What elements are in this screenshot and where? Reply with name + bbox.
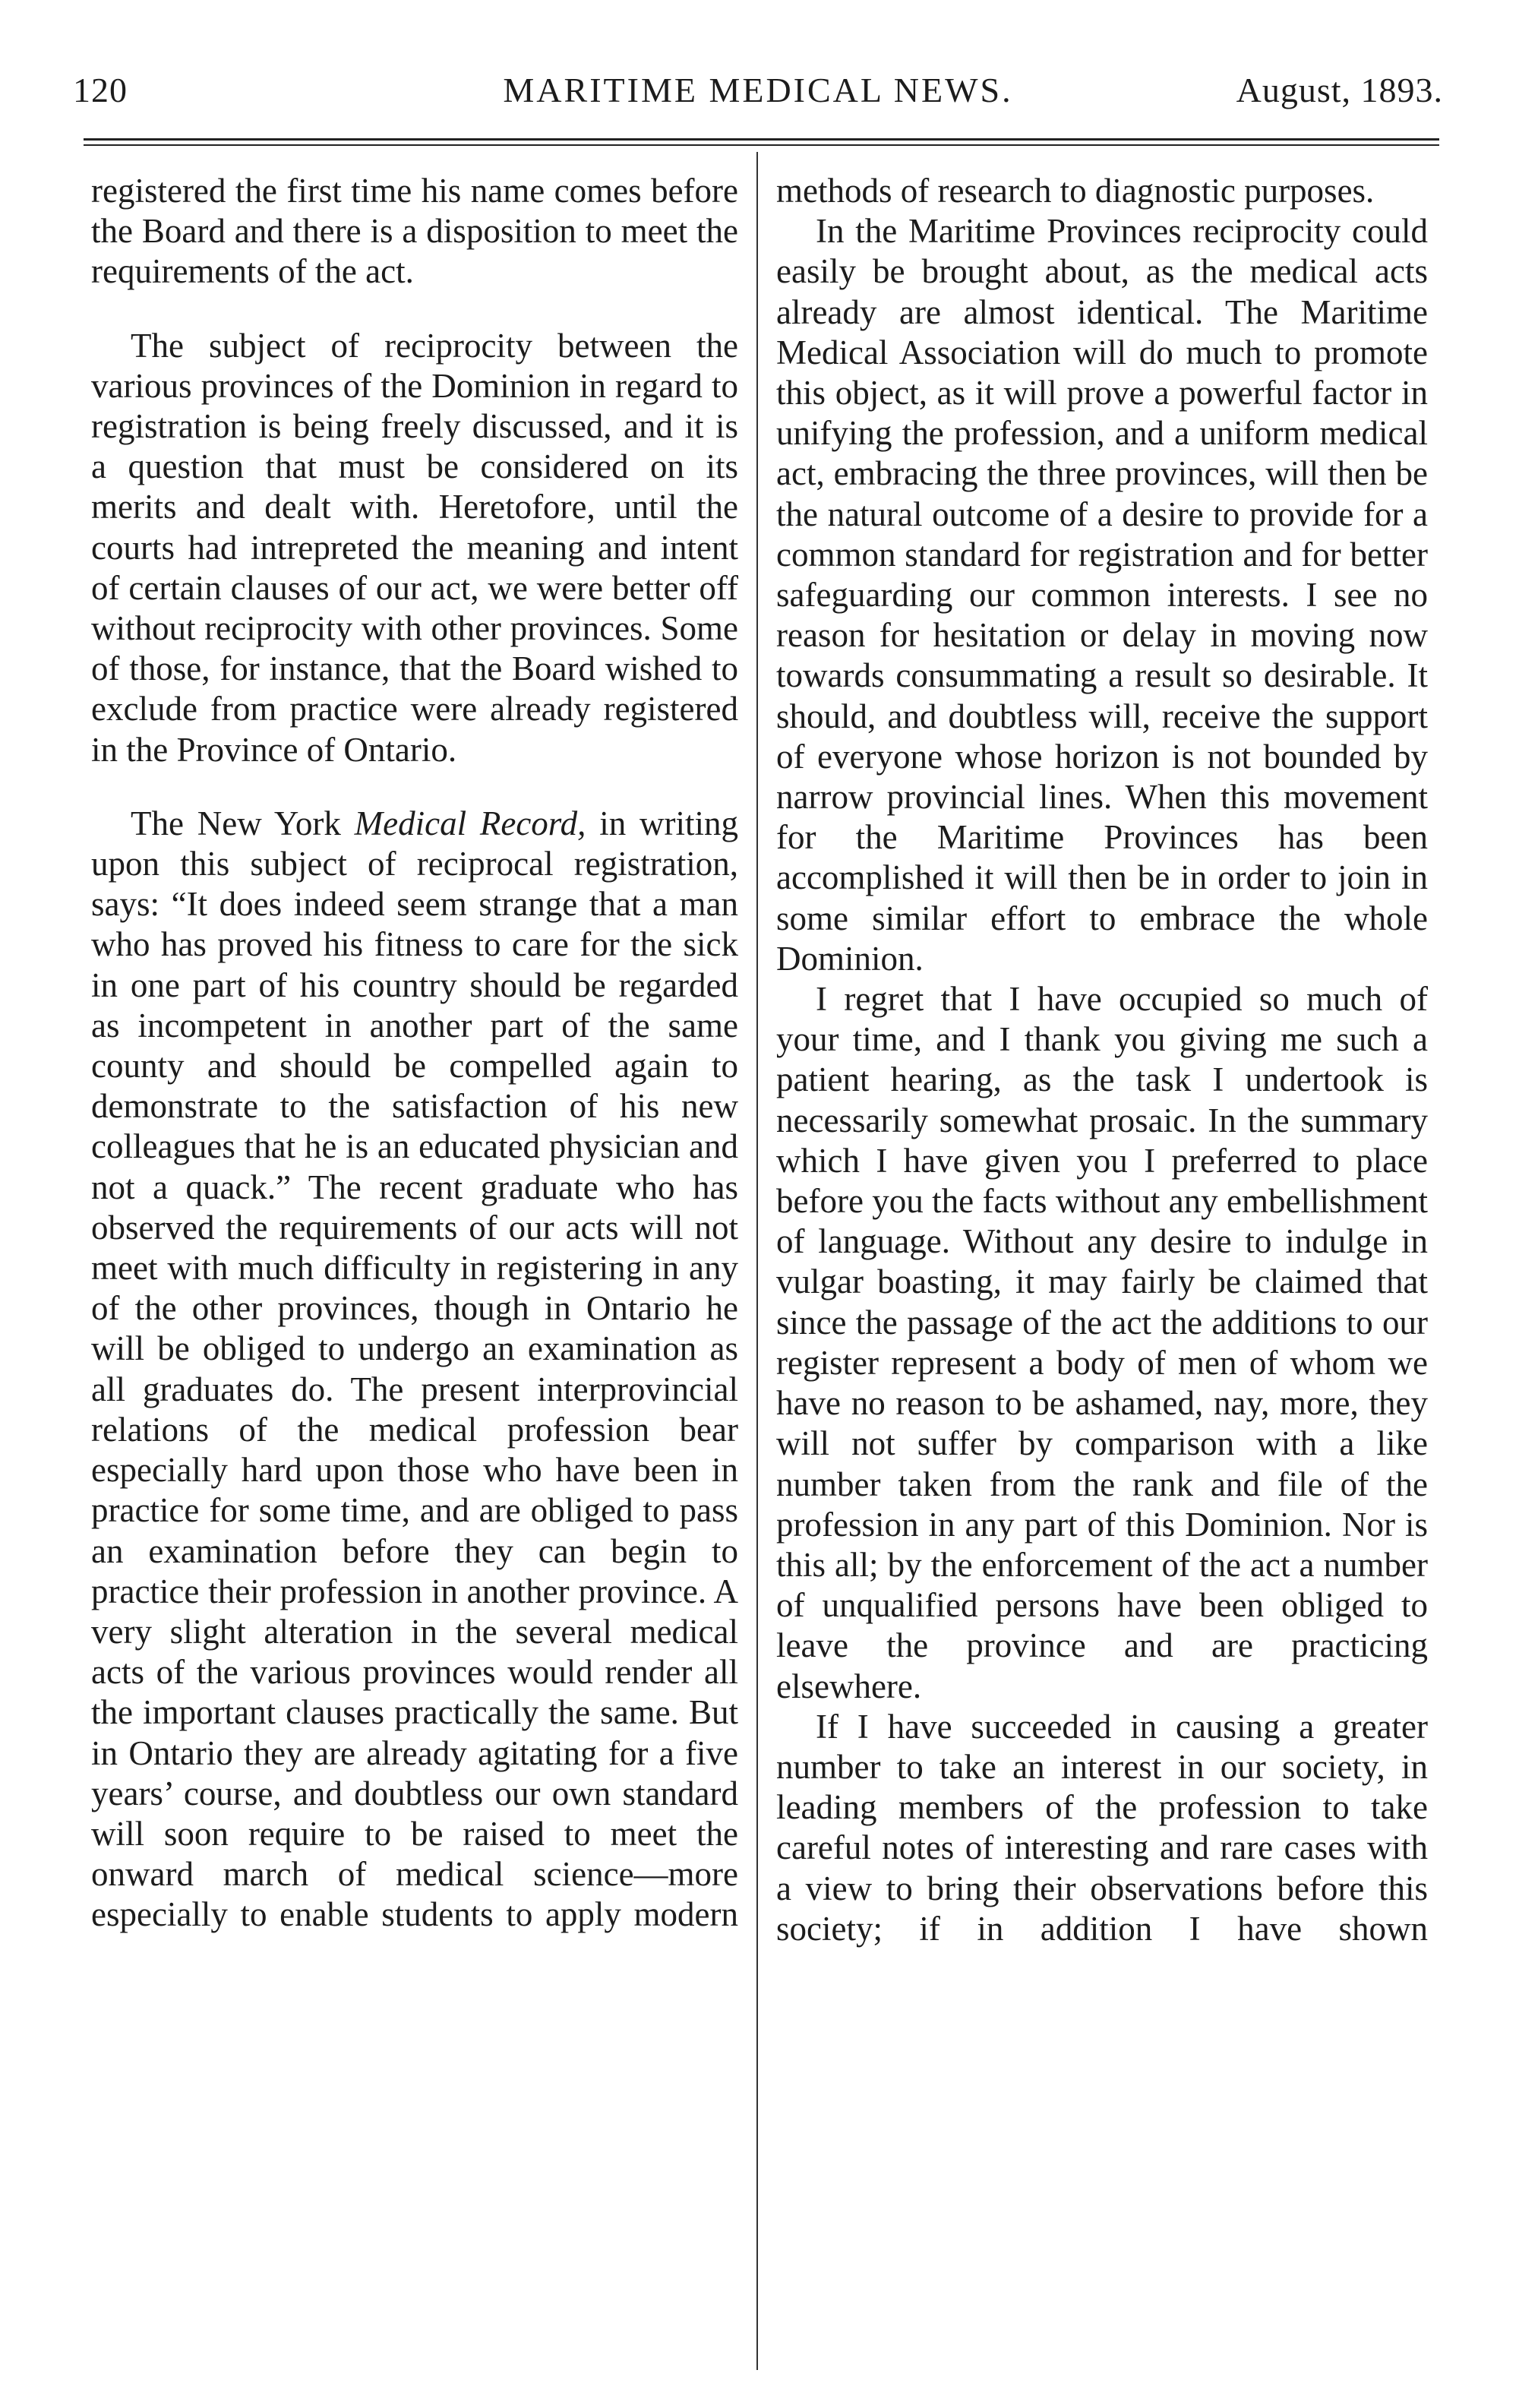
right-paragraph-3: I regret that I have occupied so much of your time, and I thank you giving me such a patient hearing, as the task I undertook is necessarily somewhat prosaic. In the summary which I have given you I preferred to place before you the facts without any embellishment of language. Without any desire to indulge in vulgar boasting, it may fairly be claimed that since the passage of the act the additions to our register represent a body of men of whom we have no reason to be ashamed, nay, more, they will not suffer by comparison with a like number taken from the rank and file of the profession in any part of this Dominion. Nor is this all; by the enforcement of the act a number of unqualified persons have been obliged to leave the province and are practicing elsewhere. xyxy=(776,980,1428,1705)
left-paragraph-3 xyxy=(91,804,738,1936)
right-paragraph-2: In the Maritime Provinces reciprocity could easily be brought about, as the medical acts already are almost identical. The Maritime Medical Association will do much to promote this object, as it will prove a powerful factor in unifying the profession, and a uniform medical act, embracing the three provinces, will then be the natural outcome of a desire to provide for a common standard for registration and for better safeguarding our common interests. I see no reason for hesitation or delay in moving now towards consummating a result so desirable. It should, and doubtless will, receive the support of everyone whose horizon is not bounded by narrow provincial lines. When this movement for the Maritime Provinces has been accomplished it will then be in order to join in some similar effort to embrace the whole Dominion. xyxy=(776,212,1428,978)
left-paragraph-2: The subject of reciprocity between the various provinces of the Dominion in regard to registration is being freely discussed, and it is a question that must be considered on its merits and dealt with. Heretofore, until the courts had intrepreted the meaning and intent of certain clauses of our act, we were better off without reciprocity with other provinces. Some of those, for instance, that the Board wished to exclude from practice were already registered in the Province of Ontario. xyxy=(91,326,738,769)
left-column xyxy=(91,171,738,1936)
right-column xyxy=(776,171,1428,1949)
left-paragraph-1: registered the first time his name comes before the Board and there is a disposition to meet the requirements of the act. xyxy=(91,172,738,291)
right-paragraph-4: If I have succeeded in causing a greater number to take an interest in our society, in leading members of the profession to take careful notes of interesting and rare cases with a view to bring their observations before this society; if in addition I have shown xyxy=(776,1707,1428,1948)
column-divider xyxy=(756,152,758,2370)
page-number: 120 xyxy=(73,71,128,109)
right-paragraph-1: methods of research to diagnostic purposes. xyxy=(776,172,1375,210)
journal-title: MARITIME MEDICAL NEWS. xyxy=(503,71,1013,109)
header-rule-thin xyxy=(84,144,1439,146)
left-paragraph-3-lead: The New York xyxy=(131,804,355,842)
left-paragraph-3-body: in writing upon this subject of reciprocal registration, says: “It does indeed seem strange that a man who has proved his fitness to care for the sick in one part of his country should be regarded as incompetent in another part of the same county and should be compelled again to demonstrate to the satisfaction of his new colleagues that he is an educated physician and not a quack.” The recent graduate who has observed the requirements of our acts will not meet with much difficulty in registering in any of the other provinces, though in Ontario he will be obliged to undergo an examination as all graduates do. The present interprovincial relations of the medical profession bear especially hard upon those who have been in practice for some time, and are obliged to pass an examination before they can begin to practice their profession in another province. A very slight alteration in the several medical acts of the various provinces would render all the important clauses practically the same. But in Ontario they are already agitating for a five years’ course, and doubtless our own standard will soon require to be raised to meet the onward march of medical science—more especially to enable students to apply modern xyxy=(91,804,738,1934)
header-rule xyxy=(84,138,1439,141)
page-header xyxy=(73,70,1443,119)
journal-citation: Medical Record, xyxy=(354,804,586,842)
issue-date: August, 1893. xyxy=(1236,71,1443,109)
